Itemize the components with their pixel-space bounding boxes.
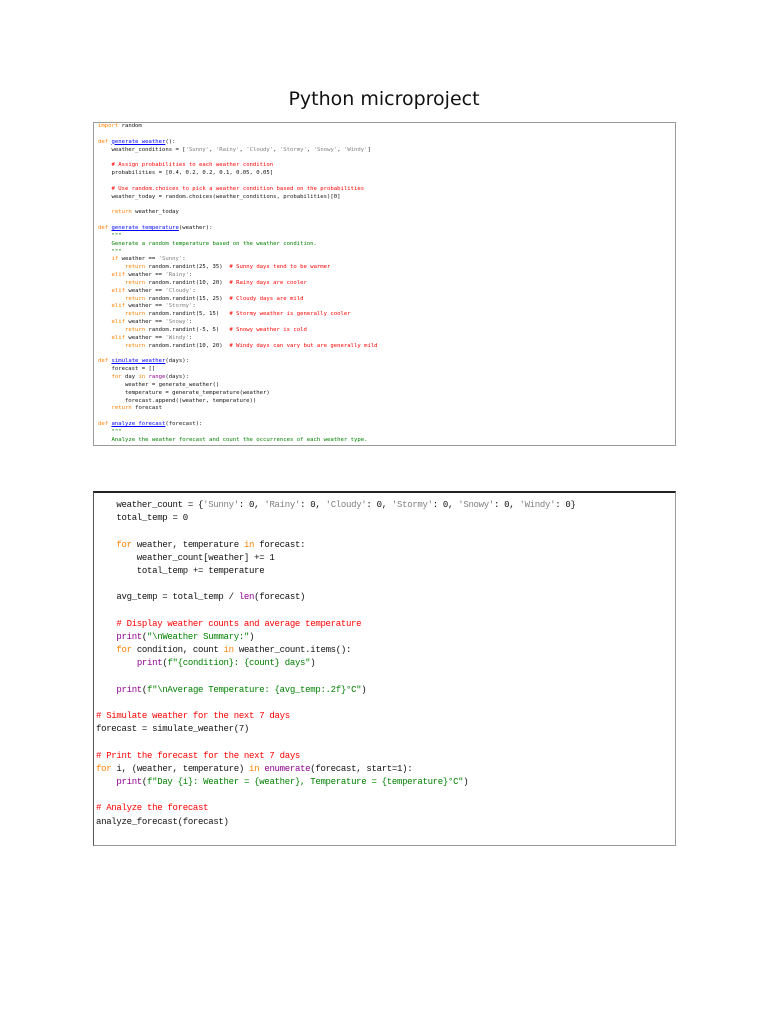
- code-line: [98, 131, 671, 139]
- code-line: weather_count = {'Sunny': 0, 'Rainy': 0, 'Cloudy': 0, 'Stormy': 0, 'Snowy': 0, 'Windy': 0}: [96, 500, 576, 510]
- code-line: return weather_today: [111, 209, 179, 216]
- code-line: print(f"Day {i}: Weather = {weather}, Temperature = {temperature}°C"): [116, 776, 469, 787]
- code-screenshot-part-1: [93, 122, 676, 446]
- code-line: temperature = generate_temperature(weather): [98, 389, 270, 396]
- code-line: [98, 413, 671, 421]
- code-line: weather_conditions = ['Sunny', 'Rainy', 'Cloudy', 'Stormy', 'Snowy', 'Windy']: [98, 146, 371, 153]
- code-line: print(f"{condition}: {count} days"): [136, 658, 316, 669]
- code-line: Generate a random temperature based on the weather condition.: [111, 240, 317, 247]
- code-line: for condition, count in weather_count.items():: [116, 645, 352, 656]
- code-line: def generate_weather():: [98, 138, 176, 145]
- code-line: return random.randint(10, 20) # Rainy days are cooler: [124, 279, 307, 286]
- code-line: forecast.append((weather, temperature)): [98, 397, 257, 404]
- code-line: [96, 670, 671, 683]
- code-line: [96, 736, 671, 749]
- code-line: elif weather == 'Cloudy':: [111, 287, 196, 294]
- code-line: [98, 154, 671, 162]
- code-line: """: [111, 428, 122, 435]
- code-line: total_temp = 0: [96, 513, 188, 524]
- code-line: [96, 697, 671, 710]
- code-line: return forecast: [111, 405, 163, 412]
- code-line: def generate_temperature(weather):: [98, 224, 213, 231]
- code-line: avg_temp = total_temp / len(forecast): [96, 592, 306, 603]
- code-line: weather_today = random.choices(weather_conditions, probabilities)[0]: [98, 193, 341, 200]
- code-line: import random: [98, 123, 142, 129]
- code-line: forecast = []: [98, 366, 156, 373]
- code-line: weather = generate_weather(): [98, 381, 220, 388]
- code-line: elif weather == 'Stormy':: [111, 303, 196, 310]
- code-line: """: [111, 248, 122, 255]
- code-line: # Assign probabilities to each weather condition: [111, 162, 274, 169]
- code-line: total_temp += temperature: [96, 565, 265, 576]
- code-line: analyze_forecast(forecast): [96, 816, 229, 827]
- code-line: elif weather == 'Windy':: [111, 334, 193, 341]
- code-line: # Display weather counts and average temperature: [116, 618, 362, 629]
- code-line: if weather == 'Sunny':: [111, 256, 186, 263]
- code-line: return random.randint(-5, 5) # Snowy weather is cold: [124, 326, 307, 333]
- code-line: # Print the forecast for the next 7 days: [96, 750, 301, 761]
- code-line: [96, 789, 671, 802]
- code-line: for day in range(days):: [111, 374, 189, 380]
- code-line: """: [111, 232, 122, 239]
- code-line: return random.randint(10, 20) # Windy days can vary but are generally mild: [124, 342, 378, 349]
- code-line: return random.randint(15, 25) # Cloudy days are mild: [124, 295, 304, 302]
- code-line: [98, 201, 671, 209]
- code-line: def analyze_forecast(forecast):: [98, 421, 203, 428]
- code-line: forecast = simulate_weather(7): [96, 724, 250, 735]
- code-line: [96, 525, 671, 538]
- code-line: weather_count[weather] += 1: [96, 552, 275, 563]
- code-line: for weather, temperature in forecast:: [116, 539, 306, 550]
- code-line: print(f"\nAverage Temperature: {avg_temp:.2f}°C"): [116, 684, 367, 695]
- code-line: [96, 605, 671, 618]
- code-line: elif weather == 'Rainy':: [111, 272, 193, 279]
- code-line: return random.randint(25, 35) # Sunny days tend to be warmer: [124, 264, 331, 271]
- code-line: # Use random.choices to pick a weather condition based on the probabilities: [111, 185, 365, 192]
- code-screenshot-part-2: [93, 491, 676, 846]
- code-line: print("\nWeather Summary:"): [116, 631, 255, 642]
- code-line: elif weather == 'Snowy':: [111, 319, 193, 326]
- code-line: probabilities = [0.4, 0.2, 0.2, 0.1, 0.05, 0.05]: [98, 170, 274, 177]
- code-line: [98, 178, 671, 186]
- code-line: # Simulate weather for the next 7 days: [96, 711, 290, 721]
- code-line: # Analyze the forecast: [96, 803, 209, 814]
- page-title: Python microproject: [288, 88, 480, 110]
- code-line: return random.randint(5, 15) # Stormy weather is generally cooler: [124, 311, 351, 318]
- code-line: [98, 350, 671, 358]
- code-line: def simulate_weather(days):: [98, 358, 189, 365]
- code-line: [98, 217, 671, 225]
- code-line: for i, (weather, temperature) in enumerate(forecast, start=1):: [96, 763, 413, 774]
- code-line: [96, 578, 671, 591]
- code-line: Analyze the weather forecast and count the occurrences of each weather type.: [111, 436, 368, 443]
